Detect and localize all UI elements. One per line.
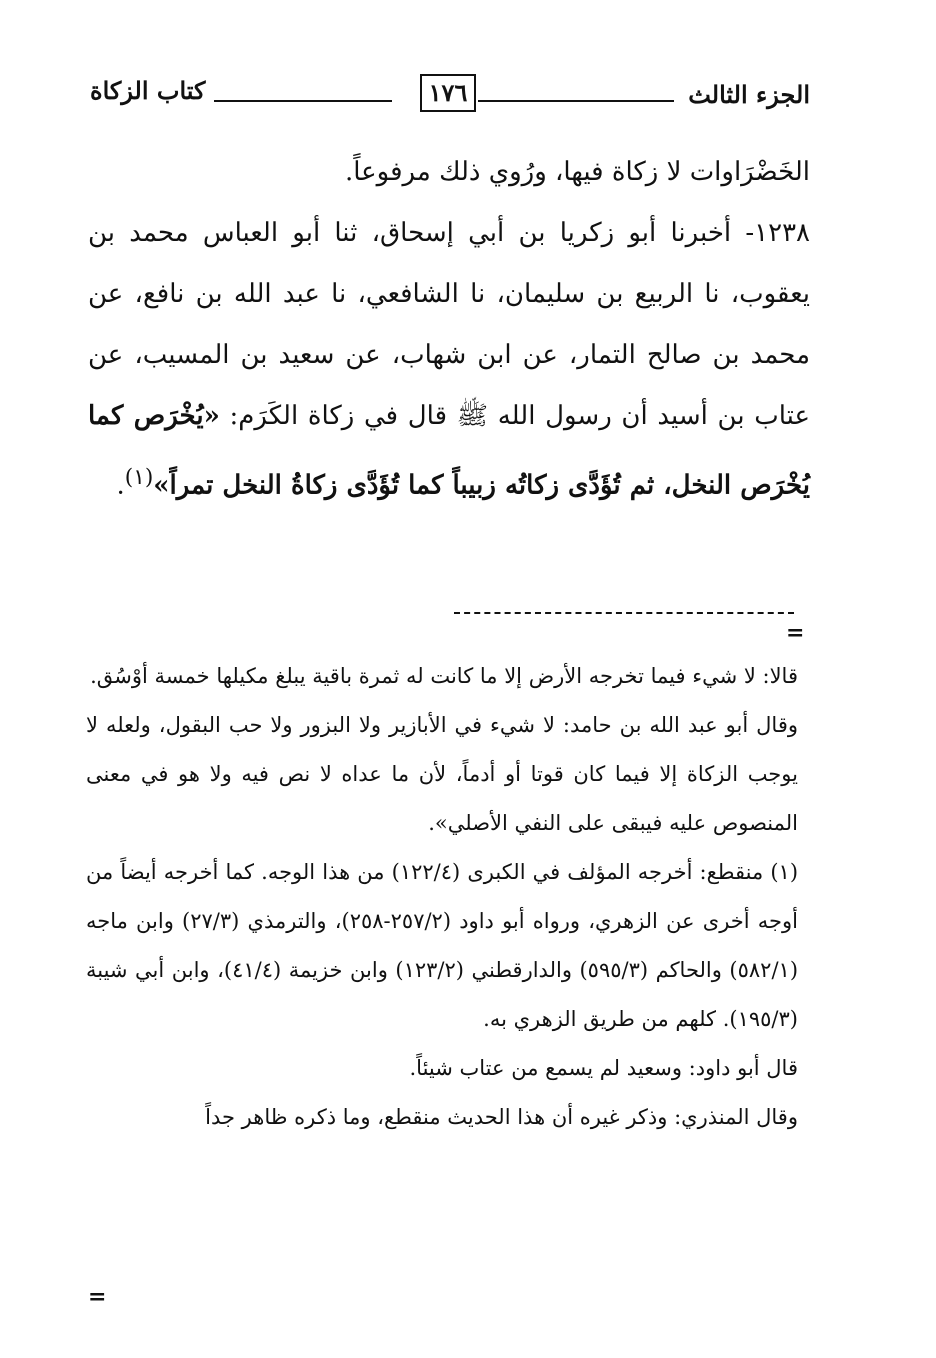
footnote-mundhiri: وقال المنذري: وذكر غيره أن هذا الحديث منقطع، وما ذكره ظاهر جداً <box>205 1105 798 1129</box>
footnote-reference: (١) <box>124 465 154 490</box>
main-text <box>88 142 810 517</box>
hadith-paragraph <box>88 203 810 517</box>
footnote-separator <box>454 612 794 614</box>
footnote-continued-1: قالا: لا شيء فيما تخرجه الأرض إلا ما كانت له ثمرة باقية يبلغ مكيلها خمسة أوْسُق. <box>90 664 798 688</box>
continuation-mark-bottom: = <box>88 1284 107 1310</box>
running-header <box>90 62 810 122</box>
footnote-abu-dawud: قال أبو داود: وسعيد لم يسمع من عتاب شيئاً. <box>409 1056 798 1080</box>
volume-label: الجزء الثالث <box>688 80 810 109</box>
header-rule-left <box>214 100 392 102</box>
isnad-text: ١٢٣٨- أخبرنا أبو زكريا بن أبي إسحاق، ثنا أبو العباس محمد بن يعقوب، نا الربيع بن سليمان، نا الشافعي، نا عبد الله بن نافع، عن محمد بن صالح التمار، عن ابن شهاب، عن سعيد بن المسيب، عن عتاب بن أسيد أن رسول الله ﷺ قال في زكاة الكَرَم: <box>88 218 811 431</box>
opening-line: الخَضْرَاوات لا زكاة فيها، ورُوي ذلك مرفوعاً. <box>344 157 810 187</box>
footnote-1: (١) منقطع: أخرجه المؤلف في الكبرى (١٢٢/٤) من هذا الوجه. كما أخرجه أيضاً من أوجه أخرى عن الزهري، ورواه أبو داود (٢٥٧/٢-٢٥٨)، والترمذي (٢٧/٣) وابن ماجه (٥٨٢/١) والحاكم (٥٩٥/٣) والدارقطني (١٢٣/٢) وابن خزيمة (٤١/٤)، وابن أبي شيبة (١٩٥/٣). كلهم من طريق الزهري به. <box>86 860 799 1031</box>
footnote-continued-2: وقال أبو عبد الله بن حامد: لا شيء في الأبازير ولا البزور ولا حب البقول، ولعله لا يوجب الزكاة إلا فيما كان قوتا أو أدماً، لأن ما عداه لا نص فيه ولا هو في معنى المنصوص عليه فيبقى على النفي الأصلي». <box>86 713 798 835</box>
continuation-mark-top: = <box>786 620 805 646</box>
header-rule-right <box>478 100 674 102</box>
footnotes <box>86 652 798 1142</box>
end-mark: . <box>116 470 125 501</box>
book-title: كتاب الزكاة <box>90 76 206 105</box>
hadith-text: «يُخْرَص كما يُخْرَص النخل، ثم تُؤَدَّى زكاتُه زبيباً كما تُؤَدَّى زكاةُ النخل تمراً» <box>88 401 810 501</box>
page-number-box: ١٧٦ <box>420 74 476 112</box>
